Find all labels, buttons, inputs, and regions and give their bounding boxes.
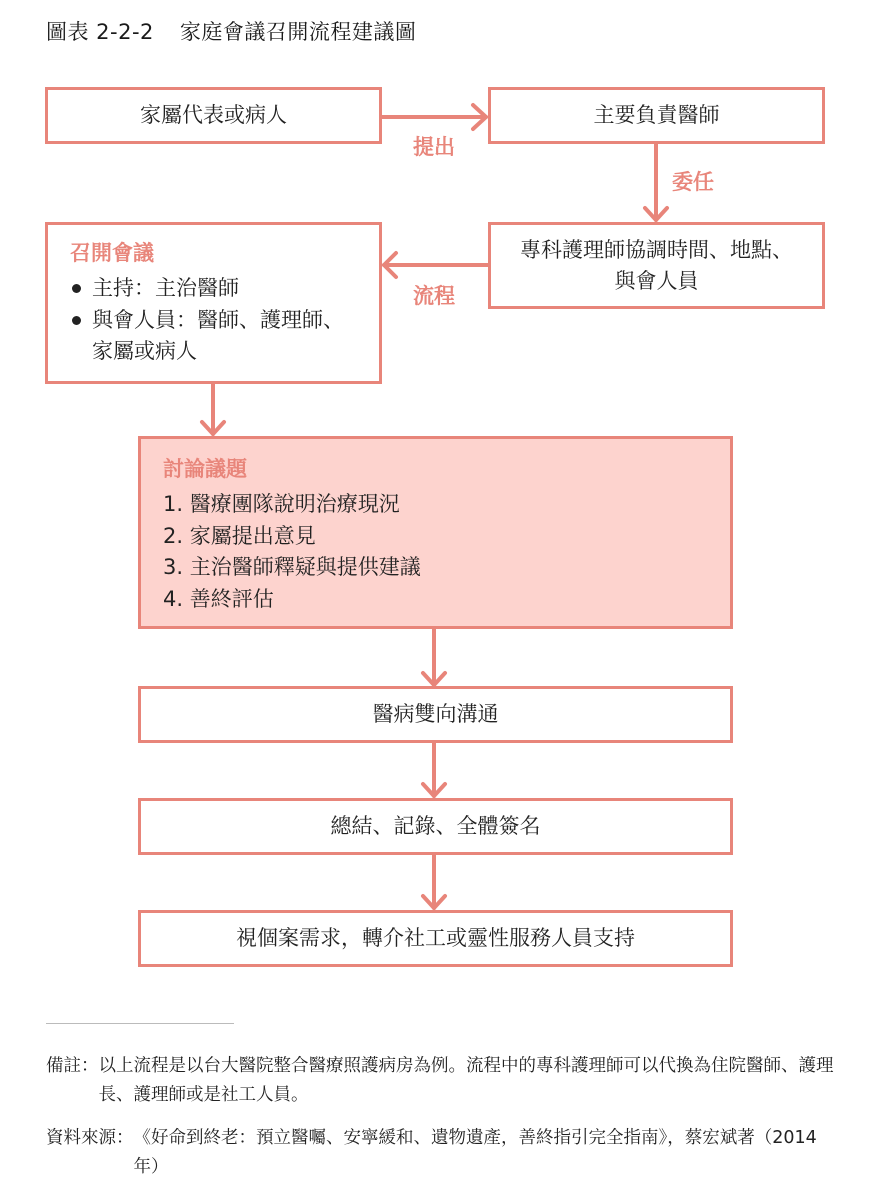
node-communicate-text: 醫病雙向溝通 <box>372 702 499 727</box>
node-summary-text: 總結、記錄、全體簽名 <box>330 814 541 839</box>
node-referral-text: 視個案需求，轉介社工或靈性服務人員支持 <box>236 926 635 951</box>
node-physician <box>488 87 825 144</box>
node-physician-text: 主要負責醫師 <box>593 103 720 128</box>
list-item: 2. 家屬提出意見 <box>163 523 316 548</box>
list-item: 3. 主治醫師釋疑與提供建議 <box>163 555 421 579</box>
node-discuss-title: 討論議題 <box>163 457 247 481</box>
node-discuss-list <box>163 489 708 615</box>
node-nurse-text: 專科護理師協調時間、地點、與會人員 <box>520 238 793 293</box>
footnote-note <box>46 1052 836 1110</box>
node-family-text: 家屬代表或病人 <box>140 103 287 128</box>
list-item: 1. 醫療團隊說明治療現況 <box>163 492 400 516</box>
edge-label-delegate: 委任 <box>672 170 714 194</box>
node-referral <box>138 910 733 967</box>
figure-number: 圖表 2-2-2 <box>46 20 154 44</box>
source-label: 資料來源： <box>46 1128 134 1148</box>
node-nurse <box>488 222 825 309</box>
edge-label-propose: 提出 <box>413 135 455 159</box>
edge-label-process: 流程 <box>413 284 455 308</box>
note-label: 備註： <box>46 1056 99 1076</box>
node-convene <box>45 222 382 384</box>
node-communicate <box>138 686 733 743</box>
node-summary <box>138 798 733 855</box>
node-discuss <box>138 436 733 629</box>
figure-caption: 家庭會議召開流程建議圖 <box>179 20 417 44</box>
node-convene-title: 召開會議 <box>70 241 154 265</box>
node-convene-list <box>70 273 361 368</box>
note-text: 以上流程是以台大醫院整合醫療照護病房為例。流程中的專科護理師可以代換為住院醫師、護理長、護理師或是社工人員。 <box>98 1056 834 1105</box>
source-text: 《好命到終老：預立醫囑、安寧緩和、遺物遺產，善終指引完全指南》，蔡宏斌著（2014 年） <box>133 1128 817 1177</box>
list-item: 主持：主治醫師 <box>70 273 361 305</box>
list-item: 4. 善終評估 <box>163 586 274 611</box>
list-item: 與會人員：醫師、護理師、家屬或病人 <box>70 305 361 368</box>
footnote-divider <box>46 1023 234 1024</box>
node-family <box>45 87 382 144</box>
footnote-source <box>46 1124 836 1182</box>
